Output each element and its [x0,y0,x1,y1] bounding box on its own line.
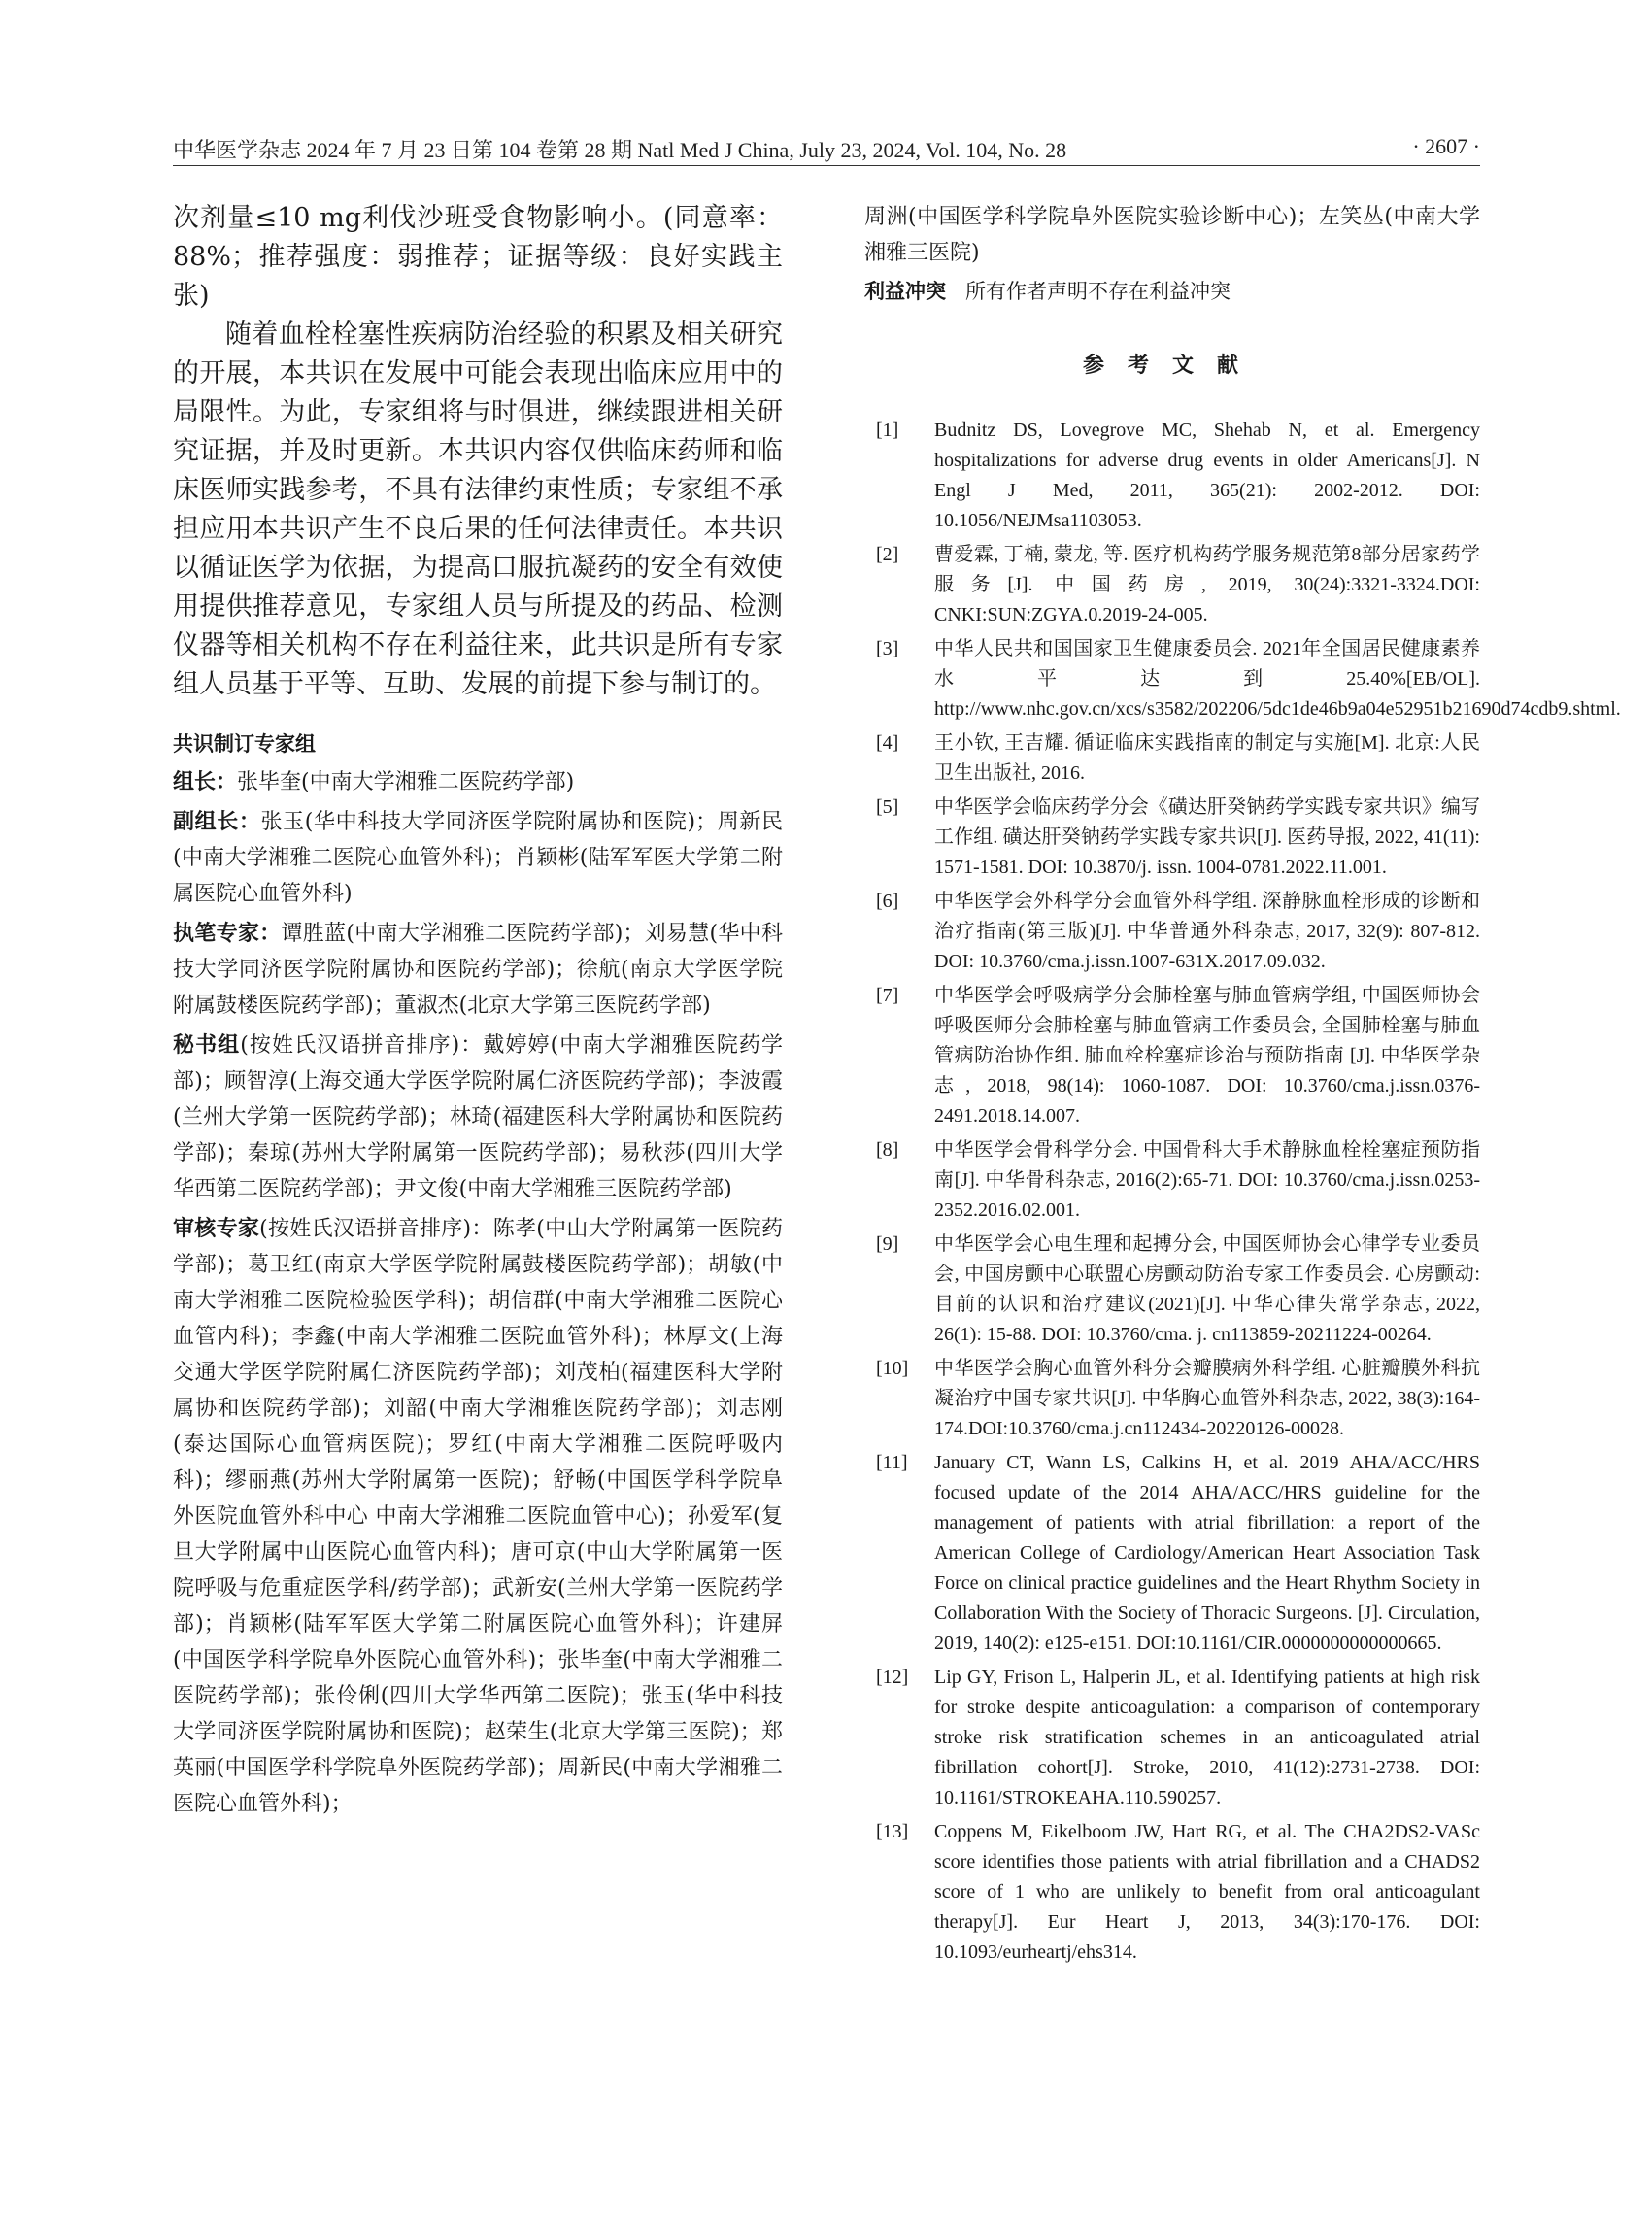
left-column [173,199,783,1826]
page-number: · 2607 · [1412,134,1480,158]
reference-number: [1] [876,420,899,441]
reference-text: January CT, Wann LS, Calkins H, et al. 2019 AHA/ACC/HRS focused update of the 2014 AHA/ACC/HRS guideline for the management of patients with atrial fibrillation: a report of the American College of Cardiology/American Heart Association Task Force on clinical practice guidelines and the Heart Rhythm Society in Collaboration With the Society of Thoracic Surgeons. [J]. Circulation, 2019, 140(2): e125-e151. DOI:10.1161/CIR.0000000000000665. [934,1452,1480,1654]
reference-number: [4] [876,732,899,754]
reference-text: 中华医学会心电生理和起搏分会, 中国医师协会心律学专业委员会, 中国房颤中心联盟心房颤动防治专家工作委员会. 心房颤动:目前的认识和治疗建议(2021)[J]. 中华心律失常学杂志, 2022, 26(1): 15-88. DOI: 10.3760/cma. j. cn113859-20211224-00264. [934,1233,1480,1345]
reference-text: Budnitz DS, Lovegrove MC, Shehab N, et al. Emergency hospitalizations for adverse drug events in older Americans[J]. N Engl J Med, 2011, 365(21): 2002-2012. DOI: 10.1056/NEJMsa1103053. [934,420,1480,531]
reference-text: 中华医学会骨科学分会. 中国骨科大手术静脉血栓栓塞症预防指南[J]. 中华骨科杂志, 2016(2):65-71. DOI: 10.3760/cma.j.issn.0253-2352.2016.02.001. [934,1139,1480,1221]
closing-paragraph: 随着血栓栓塞性疾病防治经验的积累及相关研究的开展，本共识在发展中可能会表现出临床应用中的局限性。为此，专家组将与时俱进，继续跟进相关研究证据，并及时更新。本共识内容仅供临床药师和临床医师实践参考，不具有法律约束性质；专家组不承担应用本共识产生不良后果的任何法律责任。本共识以循证医学为依据，为提高口服抗凝药的安全有效使用提供推荐意见，专家组人员与所提及的药品、检测仪器等相关机构不存在利益往来，此共识是所有专家组人员基于平等、互助、发展的前提下参与制订的。 [173,320,783,699]
running-header [173,132,1480,163]
reference-text: 中华医学会呼吸病学分会肺栓塞与肺血管病学组, 中国医师协会呼吸医师分会肺栓塞与肺血管病工作委员会, 全国肺栓塞与肺血管病防治协作组. 肺血栓栓塞症诊治与预防指南 [J]. 中华医学杂志, 2018, 98(14): 1060-1087. DOI: 10.3760/cma.j.issn.0376-2491.2018.14.007. [934,985,1480,1127]
reference-item [864,1230,1480,1350]
reference-number: [8] [876,1139,899,1161]
reference-number: [5] [876,796,899,818]
reference-number: [13] [876,1821,909,1842]
expert-group-label: 秘书组 [173,1033,241,1058]
reference-item [864,634,1621,725]
expert-group [173,804,783,912]
references-title: 参考文献 [1082,354,1262,378]
expert-group-members: 谭胜蓝(中南大学湘雅二医院药学部)；刘易慧(华中科技大学同济医学院附属协和医院药学部)；徐航(南京大学医学院附属鼓楼医院药学部)；董淑杰(北京大学第三医院药学部) [173,922,783,1018]
reference-text: 中华医学会胸心血管外科分会瓣膜病外科学组. 心脏瓣膜外科抗凝治疗中国专家共识[J]. 中华胸心血管外科杂志, 2022, 38(3):164-174.DOI:10.3760/cma.j.cn112434-20220126-00028. [934,1358,1480,1439]
reference-item [864,1135,1480,1226]
reference-text: 王小钦, 王吉耀. 循证临床实践指南的制定与实施[M]. 北京:人民卫生出版社, 2016. [934,732,1480,784]
reference-text: Lip GY, Frison L, Halperin JL, et al. Identifying patients at high risk for stroke despite anticoagulation: a comparison of contemporary stroke risk stratification schemes in an anticoagulated atrial fibrillation cohort[J]. Stroke, 2010, 41(12):2731-2738. DOI: 10.1161/STROKEAHA.110.590257. [934,1667,1480,1808]
reference-number: [11] [876,1452,908,1473]
expert-group [173,1211,783,1822]
reference-item [864,1354,1480,1444]
expert-group-label: 组长： [173,770,238,794]
reference-number: [12] [876,1667,909,1688]
expert-group-members: 张毕奎(中南大学湘雅二医院药学部) [237,770,575,794]
expert-group-members: (按姓氏汉语拼音排序)：陈孝(中山大学附属第一医院药学部)；葛卫红(南京大学医学院附属鼓楼医院药学部)；胡敏(中南大学湘雅二医院检验医学科)；胡信群(中南大学湘雅二医院心血管内科)；李鑫(中南大学湘雅二医院血管外科)；林厚文(上海交通大学医学院附属仁济医院药学部)；刘茂柏(福建医科大学附属协和医院药学部)；刘韶(中南大学湘雅医院药学部)；刘志刚(泰达国际心血管病医院)；罗红(中南大学湘雅二医院呼吸内科)；缪丽燕(苏州大学附属第一医院)；舒畅(中国医学科学院阜外医院血管外科中心 中南大学湘雅二医院血管中心)；孙爱军(复旦大学附属中山医院心血管内科)；唐可京(中山大学附属第一医院呼吸与危重症医学科/药学部)；武新安(兰州大学第一医院药学部)；肖颖彬(陆军军医大学第二附属医院心血管外科)；许建屏(中国医学科学院阜外医院心血管外科)；张毕奎(中南大学湘雅二医院药学部)；张伶俐(四川大学华西第二医院)；张玉(华中科技大学同济医学院附属协和医院)；赵荣生(北京大学第三医院)；郑英丽(中国医学科学院阜外医院药学部)；周新民(中南大学湘雅二医院心血管外科)； [173,1217,783,1816]
experts-section-title: 共识制订专家组 [173,732,316,756]
expert-group [173,916,783,1024]
reference-text: 中华医学会外科学分会血管外科学组. 深静脉血栓形成的诊断和治疗指南(第三版)[J]. 中华普通外科杂志, 2017, 32(9): 807-812. DOI: 10.3760/cma.j.issn.1007-631X.2017.09.032. [934,891,1480,972]
experts-continuation: 周洲(中国医学科学院阜外医院实验诊断中心)；左笑丛(中南大学湘雅三医院) [864,205,1480,265]
coi-label: 利益冲突 [864,280,946,303]
expert-group [173,764,783,800]
reference-item [864,540,1480,630]
reference-number: [3] [876,638,899,659]
recommendation-tail: 次剂量≤10 mg利伐沙班受食物影响小。(同意率：88%；推荐强度：弱推荐；证据等级：良好实践主张) [173,203,783,311]
reference-item [864,728,1480,789]
reference-number: [7] [876,985,899,1006]
expert-group-label: 副组长： [173,810,261,834]
coi-text: 所有作者声明不存在利益冲突 [965,280,1231,303]
expert-group [173,1028,783,1207]
reference-number: [2] [876,544,899,565]
conflict-of-interest [864,275,1480,308]
header-divider [173,165,1480,166]
reference-number: [6] [876,891,899,912]
references-list [864,416,1621,1968]
journal-citation: 中华医学杂志 2024 年 7 月 23 日第 104 卷第 28 期 Natl Med J China, July 23, 2024, Vol. 104, No. 28 [173,138,1067,162]
expert-group-members: 张玉(华中科技大学同济医学院附属协和医院)；周新民(中南大学湘雅二医院心血管外科)；肖颖彬(陆军军医大学第二附属医院心血管外科) [173,810,783,906]
expert-group-label: 审核专家 [173,1217,260,1241]
reference-item [864,981,1480,1131]
expert-group-members: (按姓氏汉语拼音排序)：戴婷婷(中南大学湘雅医院药学部)；顾智淳(上海交通大学医学院附属仁济医院药学部)；李波霞(兰州大学第一医院药学部)；林琦(福建医科大学附属协和医院药学部)；秦琼(苏州大学附属第一医院药学部)；易秋莎(四川大学华西第二医院药学部)；尹文俊(中南大学湘雅三医院药学部) [173,1033,783,1201]
reference-number: [10] [876,1358,909,1379]
reference-number: [9] [876,1233,899,1255]
reference-item [864,792,1480,883]
reference-item [864,887,1480,977]
reference-item [864,1817,1480,1968]
expert-group-label: 执笔专家： [173,922,282,946]
reference-item [864,1448,1480,1659]
reference-item [864,416,1480,536]
reference-text: 中华人民共和国国家卫生健康委员会. 2021年全国居民健康素养水平达到25.40%[EB/OL]. http://www.nhc.gov.cn/xcs/s3582/202206/5dc1de46b9a04e52951b21690d74cdb9.shtml. [934,638,1621,720]
reference-text: 曹爱霖, 丁楠, 蒙龙, 等. 医疗机构药学服务规范第8部分居家药学服务[J]. 中国药房, 2019, 30(24):3321-3324.DOI: CNKI:SUN:ZGYA.0.2019-24-005. [934,544,1480,625]
reference-text: Coppens M, Eikelboom JW, Hart RG, et al. The CHA2DS2-VASc score identifies those patients with atrial fibrillation and a CHADS2 score of 1 who are unlikely to benefit from oral anticoagulant therapy[J]. Eur Heart J, 2013, 34(3):170-176. DOI: 10.1093/eurheartj/ehs314. [934,1821,1480,1963]
reference-text: 中华医学会临床药学分会《磺达肝癸钠药学实践专家共识》编写工作组. 磺达肝癸钠药学实践专家共识[J]. 医药导报, 2022, 41(11): 1571-1581. DOI: 10.3870/j. issn. 1004-0781.2022.11.001. [934,796,1480,878]
right-column [864,199,1621,1972]
experts-list [173,764,783,1822]
reference-item [864,1663,1480,1813]
